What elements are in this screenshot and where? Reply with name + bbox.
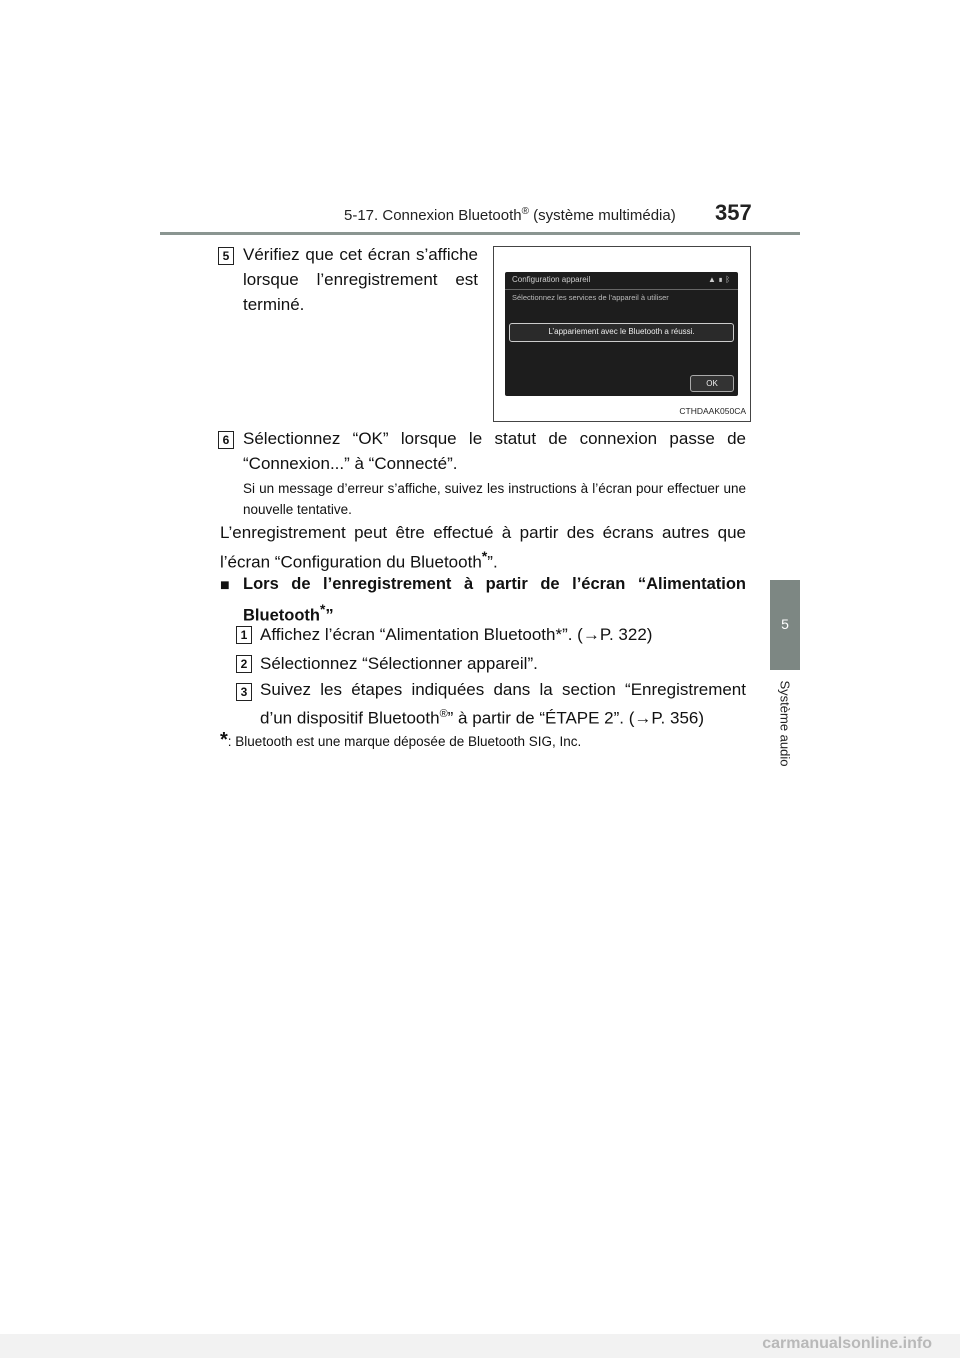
chapter-title-text: 5-17. Connexion Bluetooth <box>344 207 522 224</box>
figure-code: CTHDAAK050CA <box>679 406 746 416</box>
multimedia-screen <box>505 272 738 396</box>
chapter-tab[interactable] <box>770 580 800 670</box>
substep-3-text <box>260 677 746 731</box>
footnote-star: * <box>220 729 228 751</box>
substep-number-1: 1 <box>236 626 252 644</box>
chapter-tab-label-text: Système audio <box>777 680 793 767</box>
section-bullet <box>220 572 240 598</box>
screen-title: Configuration appareil <box>512 275 591 284</box>
step-5-text: Vérifiez que cet écran s’affiche lorsque l’enregistrement est terminé. <box>243 245 478 314</box>
substep-1-text: Affichez l’écran “Alimentation Bluetooth*”. (→P. 322) <box>260 625 653 644</box>
page-number: 357 <box>715 200 752 225</box>
registration-text-end: ”. <box>487 552 498 572</box>
section-heading-text: Lors de l’enregistrement à partir de l’écran “Alimentation Bluetooth <box>243 575 746 625</box>
section-heading <box>243 572 746 629</box>
step-number-6: 6 <box>218 431 234 449</box>
footnote-star: * <box>481 549 488 565</box>
chapter-title <box>344 206 676 224</box>
substep-number-3: 3 <box>236 683 252 701</box>
step-6-text: Sélectionnez “OK” lorsque le statut de connexion passe de “Connexion...” à “Connecté”. <box>243 429 746 473</box>
status-icons: ▲ ▮ ᛒ <box>708 275 730 284</box>
watermark-text[interactable]: carmanualsonline.info <box>762 1335 932 1352</box>
step-6-note: Si un message d’erreur s’affiche, suivez les instructions à l’écran pour effectuer une nouvelle tentative. <box>243 481 746 517</box>
page-header <box>0 0 960 265</box>
substep-number-2: 2 <box>236 655 252 673</box>
substep-3-text-end: ” à partir de “ÉTAPE 2”. (→P. 356) <box>447 708 705 728</box>
section-heading-end: ” <box>325 606 334 625</box>
footnote <box>220 728 746 754</box>
registration-text: L’enregistrement peut être effectué à partir des écrans autres que l’écran “Configuration du Bluetooth <box>220 523 746 572</box>
registered-mark: ® <box>439 708 448 720</box>
screen-divider <box>505 289 738 290</box>
screen-figure <box>493 246 751 422</box>
ok-button[interactable]: OK <box>690 375 734 392</box>
header-divider <box>160 232 800 235</box>
registration-paragraph <box>220 520 746 575</box>
watermark-bar <box>0 1334 960 1358</box>
registered-mark: ® <box>521 206 530 217</box>
chapter-tab-number: 5 <box>781 616 789 632</box>
footnote-star: * <box>319 602 326 617</box>
bullet-icon: ■ <box>220 577 230 594</box>
substep-2-text: Sélectionnez “Sélectionner appareil”. <box>260 654 538 673</box>
footnote-text: : Bluetooth est une marque déposée de Bluetooth SIG, Inc. <box>227 734 582 749</box>
success-popup: L’appariement avec le Bluetooth a réussi. <box>509 323 734 342</box>
chapter-tab-label <box>770 670 800 780</box>
chapter-title-suffix: (système multimédia) <box>529 207 676 224</box>
step-number-5: 5 <box>218 247 234 265</box>
screen-subtitle: Sélectionnez les services de l’appareil à utiliser <box>512 293 669 302</box>
substep-3-text-main: Suivez les étapes indiquées dans la section “Enregistrement d’un dispositif Bluetooth <box>260 680 746 728</box>
